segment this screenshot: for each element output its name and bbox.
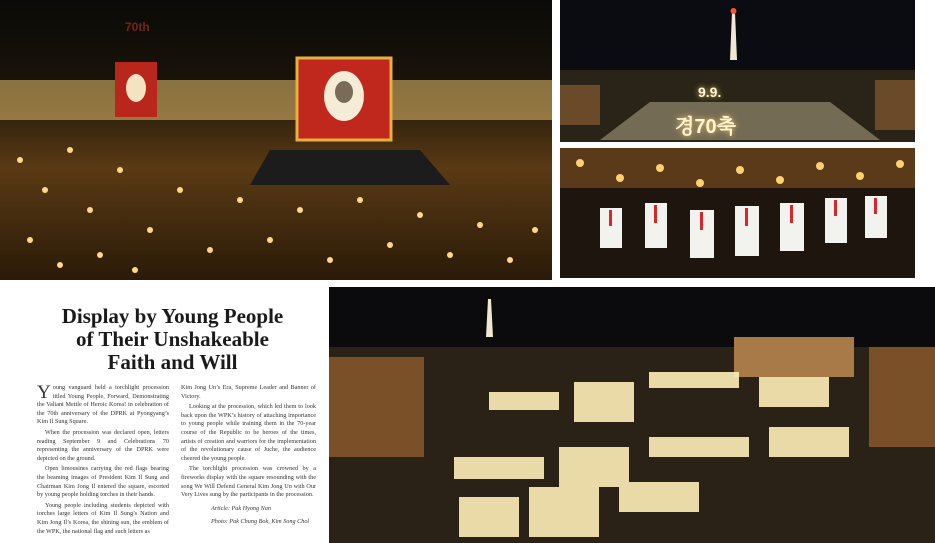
article-column-right bbox=[181, 384, 316, 529]
photo-marching-torchbearers bbox=[560, 148, 915, 278]
banner-text: 70th bbox=[125, 20, 150, 34]
paragraph: Looking at the procession, which led them to look back upon the WPK’s history of attaching importance to young people while training them in the 70-year course of the Republic to be heroes of the times, artists of creation and warriors for the implementation of the revolutionary cause of Juche, the audience cheered the young people. bbox=[181, 403, 316, 462]
article-credit: Article: Pak Hyong Nan bbox=[211, 504, 271, 512]
paragraph: When the procession was declared open, letters reading September 9 and Celebrations 70 representing the anniversary of the DPRK were depicted on the ground. bbox=[37, 428, 169, 462]
photo-aerial-letter-display bbox=[329, 287, 935, 543]
article-column-left bbox=[37, 384, 169, 538]
date-display-text: 9.9. bbox=[698, 84, 722, 100]
title-line: Display by Young People bbox=[61, 304, 284, 328]
paragraph: Open limousines carrying the red flags bearing the beaming images of President Kim Il Sung and Chairman Kim Jong Il entered the square, escorted by young people holding torches in their hands. bbox=[37, 465, 169, 499]
paragraph: Young people including students depicted with torches large letters of Kim Il Sung’s Nation and Kim Jong Il’s Korea, the shining sun, the emblem of the WPK, the national flag and such letters as bbox=[37, 501, 169, 535]
paragraph bbox=[37, 384, 169, 427]
title-line: of Their Unshakeable bbox=[76, 327, 269, 351]
title-line: Faith and Will bbox=[107, 350, 238, 374]
paragraph: Kim Jong Un’s Era, Supreme Leader and Banner of Victory. bbox=[181, 384, 316, 400]
article-title bbox=[30, 305, 315, 374]
drop-cap: Y bbox=[37, 382, 51, 403]
photo-square-night-display bbox=[560, 0, 915, 142]
photo-credit: Photo: Pak Chung Bok, Kim Song Chol bbox=[211, 518, 310, 526]
paragraph-text: oung vanguard held a torchlight procession titled Young People, Forward, Demonstrating the Valiant Mettle of Heroic Korea! in celebration of the 70th anniversary of the DPRK at Pyongyang’s Kim Il Sung Square. bbox=[37, 384, 169, 426]
ground-letters-text: 경70축 bbox=[675, 116, 736, 138]
photo-torch-procession-portraits bbox=[0, 0, 552, 280]
paragraph: The torchlight procession was crowned by a fireworks display with the square resounding with the song We Will Defend General Kim Jong Un with Our Very Lives sung by the participants in the procession. bbox=[181, 465, 316, 499]
